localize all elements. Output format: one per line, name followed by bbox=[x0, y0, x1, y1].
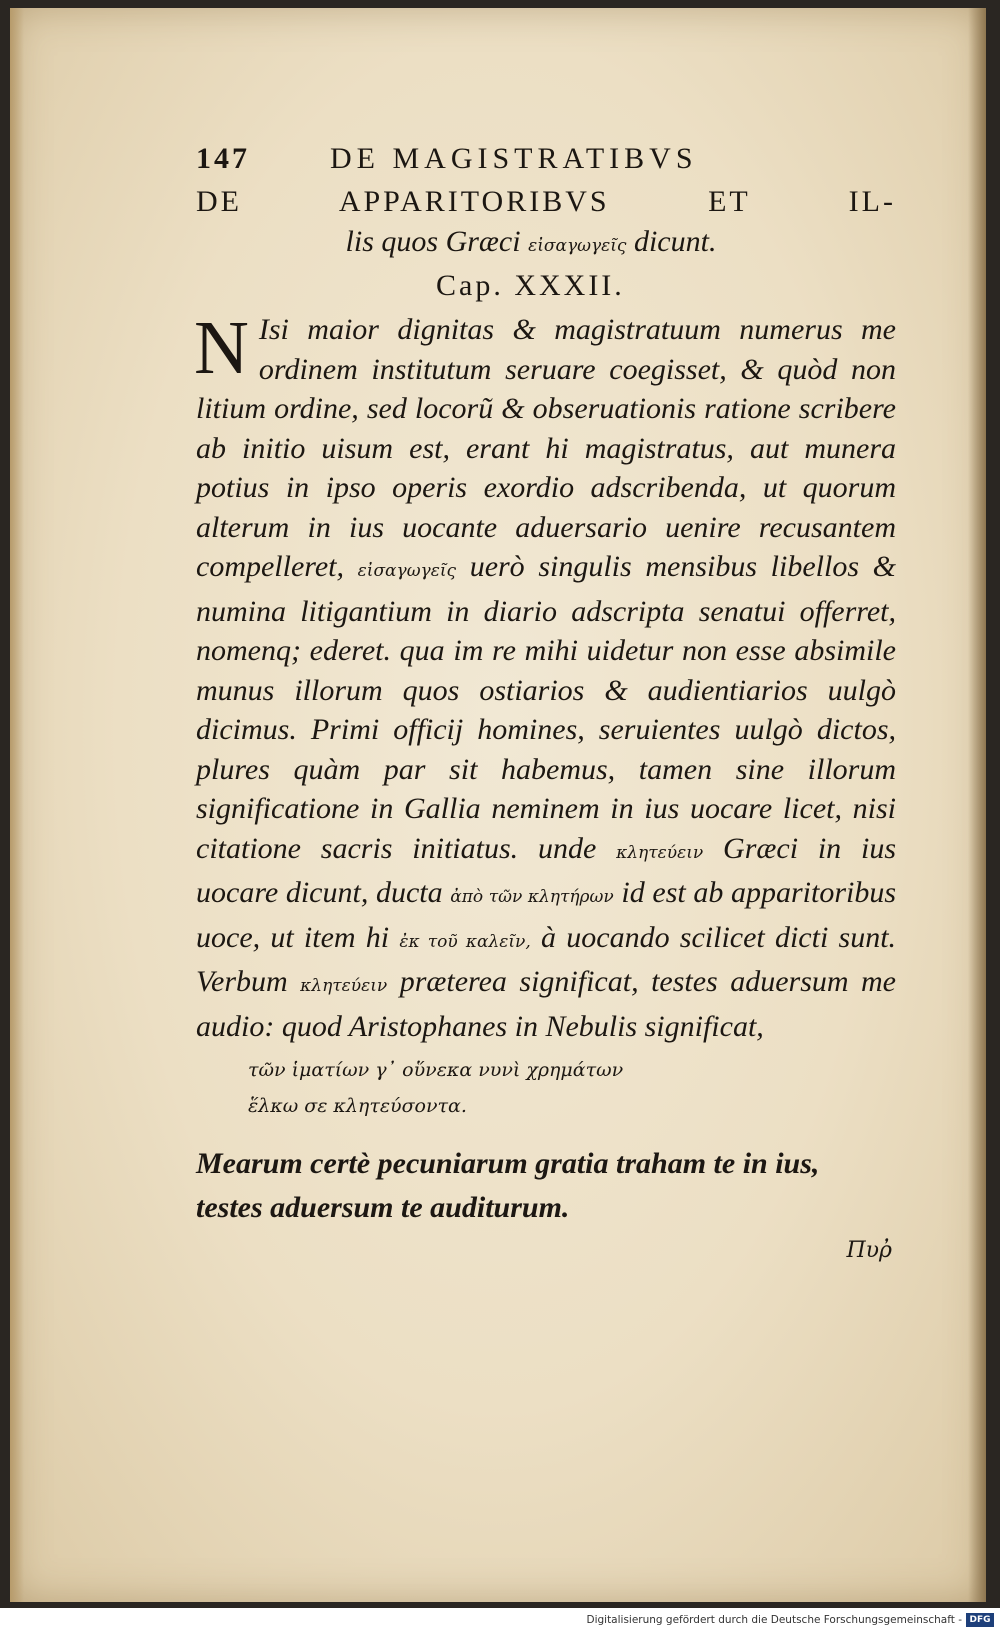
drop-cap: N bbox=[194, 306, 249, 390]
chapter-heading-caps: DE APPARITORIBVS ET IL- bbox=[196, 185, 896, 218]
book-page bbox=[10, 8, 986, 1602]
greek-verse-quotation bbox=[248, 1052, 896, 1124]
chapter-heading-prefix: lis quos Græci bbox=[345, 225, 521, 258]
body-segment: Isi maior dignitas & magistratuum numerus me ordinem institutum seruare coegisset, & quòd non litium ordine, sed locorũ & obseruationis ratione scribere ab initio uisum est, erant hi magistratus, aut munera potius in ipso operis exordio adscribenda, ut quorum alterum in ius uocante aduersario uenire recusantem compelleret, bbox=[196, 313, 896, 583]
page-edge-right bbox=[968, 8, 986, 1602]
chapter-number: Cap. XXXII. bbox=[436, 269, 625, 302]
body-segment: Græci in ius uocare dicunt, ducta bbox=[196, 831, 897, 909]
text-block bbox=[196, 138, 896, 1263]
body-segment: à uocando scilicet dicti sunt. Verbum bbox=[196, 920, 897, 998]
running-title: DE MAGISTRATIBVS bbox=[330, 142, 698, 175]
dfg-logo: DFG bbox=[966, 1613, 994, 1627]
chapter-heading bbox=[196, 182, 896, 222]
greek-word: εἰσαγωγεῖς bbox=[357, 561, 457, 581]
greek-word: κλητεύειν bbox=[300, 976, 388, 996]
chapter-heading-suffix: dicunt. bbox=[633, 225, 717, 258]
greek-word: κλητεύειν bbox=[616, 842, 704, 863]
verse-line: τῶν ἱματίων γ᾽ οὕνεκα νυνὶ χρημάτων bbox=[248, 1059, 624, 1081]
body-paragraph bbox=[194, 306, 897, 1046]
body-segment: id est ab apparitoribus uoce, ut item hi bbox=[196, 876, 897, 954]
greek-word: ἀπὸ τῶν κλητήρων bbox=[450, 887, 614, 907]
greek-word: ἐκ τοῦ καλεῖν, bbox=[399, 931, 531, 952]
funding-credit: Digitalisierung gefördert durch die Deutsche Forschungsgemeinschaft - bbox=[586, 1614, 962, 1626]
chapter-heading-greek: εἰσαγωγεῖς bbox=[528, 236, 627, 256]
digitization-footer bbox=[0, 1610, 1000, 1632]
running-head bbox=[196, 138, 896, 180]
body-segment: præterea significat, testes aduersum me audio: quod Aristophanes in Nebulis significat, bbox=[196, 965, 896, 1043]
catchword: Πυῤ bbox=[846, 1238, 892, 1263]
latin-translation: Mearum certè pecuniarum gratia traham te in ius, testes aduersum te auditurum. bbox=[196, 1147, 820, 1224]
page-edge-left bbox=[10, 8, 24, 1602]
page-number: 147 bbox=[196, 142, 250, 175]
verse-line: ἕλκω σε κλητεύσοντα. bbox=[248, 1095, 467, 1117]
body-segment: uerò singulis mensibus libellos & numina litigantium in diario adscripta senatui offerret, nomenq; ederet. qua im re mihi uidetur non esse absimile munus illorum quos ostiarios & audientiarios uulgò dicimus. Primi officij homines, seruientes uulgò dictos, plures quàm par sit habemus, tamen sine illorum significatione in Gallia neminem in ius uocare licet, nisi citatione sacris initiatus. unde bbox=[196, 550, 896, 865]
chapter-heading-continued bbox=[166, 222, 896, 266]
